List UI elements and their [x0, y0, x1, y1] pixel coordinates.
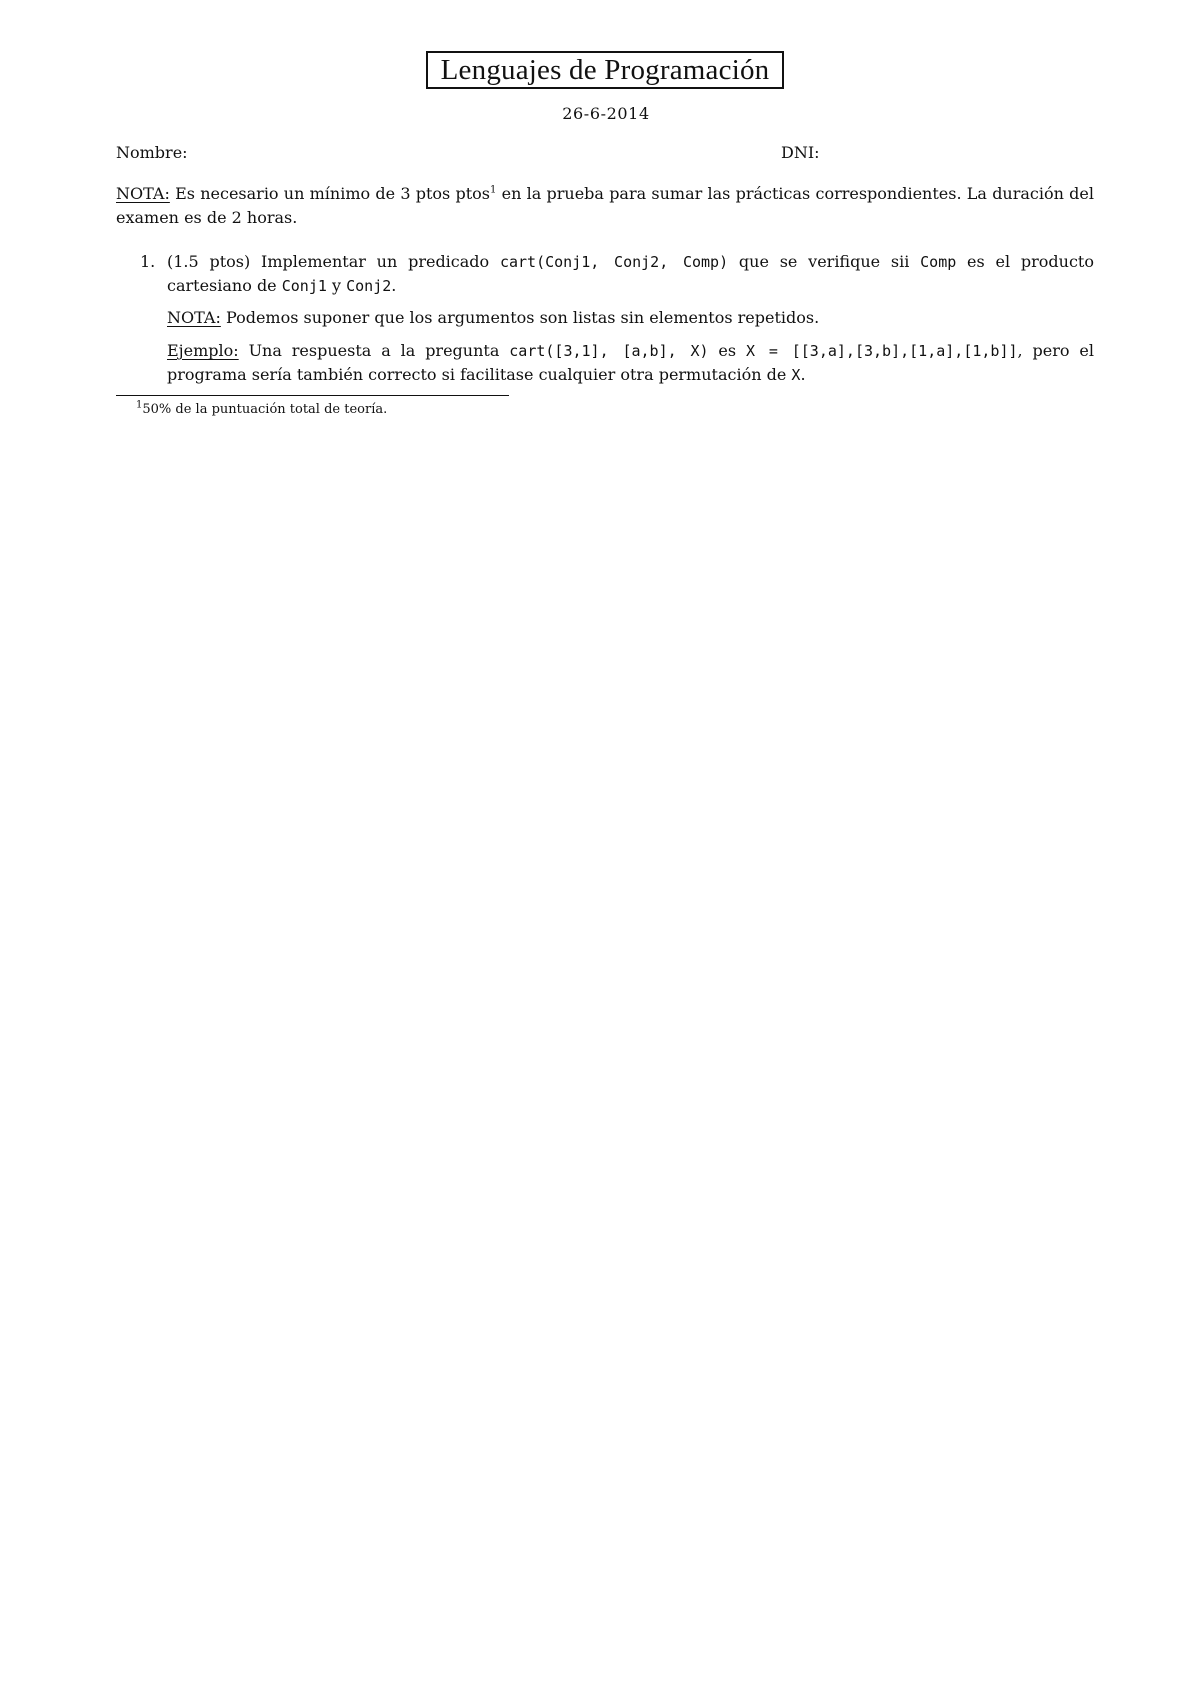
footnote-text: 50% de la puntuación total de teoría. — [142, 402, 388, 417]
question-text-1: (1.5 ptos) Implementar un predicado — [167, 252, 500, 271]
example-code-3: X — [791, 366, 801, 384]
question-code-3: Conj1 — [281, 277, 327, 295]
dni-label: DNI: — [781, 143, 820, 162]
question-number: 1. — [140, 252, 156, 271]
nombre-label: Nombre: — [116, 143, 188, 162]
question-text-3: es el producto cartesiano de — [167, 252, 1094, 295]
question-note-label: NOTA: — [167, 308, 221, 327]
example-code-2: X = [[3,a],[3,b],[1,a],[1,b]] — [746, 342, 1018, 360]
footnote — [136, 400, 387, 420]
question-note — [167, 306, 1094, 330]
question-text-2: que se verifique sii — [728, 252, 921, 271]
question-statement — [167, 250, 1094, 298]
note-text-after: en la prueba para sumar las prácticas correspondientes. La duración del examen es de 2 horas. — [116, 184, 1095, 227]
footnote-divider — [116, 395, 509, 396]
example-code-1: cart([3,1], [a,b], X) — [509, 342, 709, 360]
question-text-5: . — [391, 276, 397, 295]
exam-note — [116, 182, 1094, 230]
question-code-4: Conj2 — [346, 277, 392, 295]
note-label: NOTA: — [116, 184, 170, 203]
footnote-reference: 1 — [490, 184, 497, 196]
question-example — [167, 339, 1094, 387]
example-label: Ejemplo: — [167, 341, 239, 360]
question-code-2: Comp — [920, 253, 957, 271]
example-text-3: , pero el programa sería también correcto si facilitase cualquier otra permutación de — [167, 341, 1094, 384]
exam-title: Lenguajes de Programación — [426, 51, 784, 89]
note-text-before: Es necesario un mínimo de 3 ptos ptos — [169, 184, 491, 203]
footnote-mark: 1 — [136, 399, 143, 411]
question-text-4: y — [326, 276, 347, 295]
example-text-4: . — [800, 365, 806, 384]
exam-date: 26-6-2014 — [562, 104, 650, 123]
example-text-2: es — [708, 341, 746, 360]
question-note-text: Podemos suponer que los argumentos son listas sin elementos repetidos. — [220, 308, 820, 327]
question-code-1: cart(Conj1, Conj2, Comp) — [499, 253, 729, 271]
example-text-1: Una respuesta a la pregunta — [238, 341, 510, 360]
